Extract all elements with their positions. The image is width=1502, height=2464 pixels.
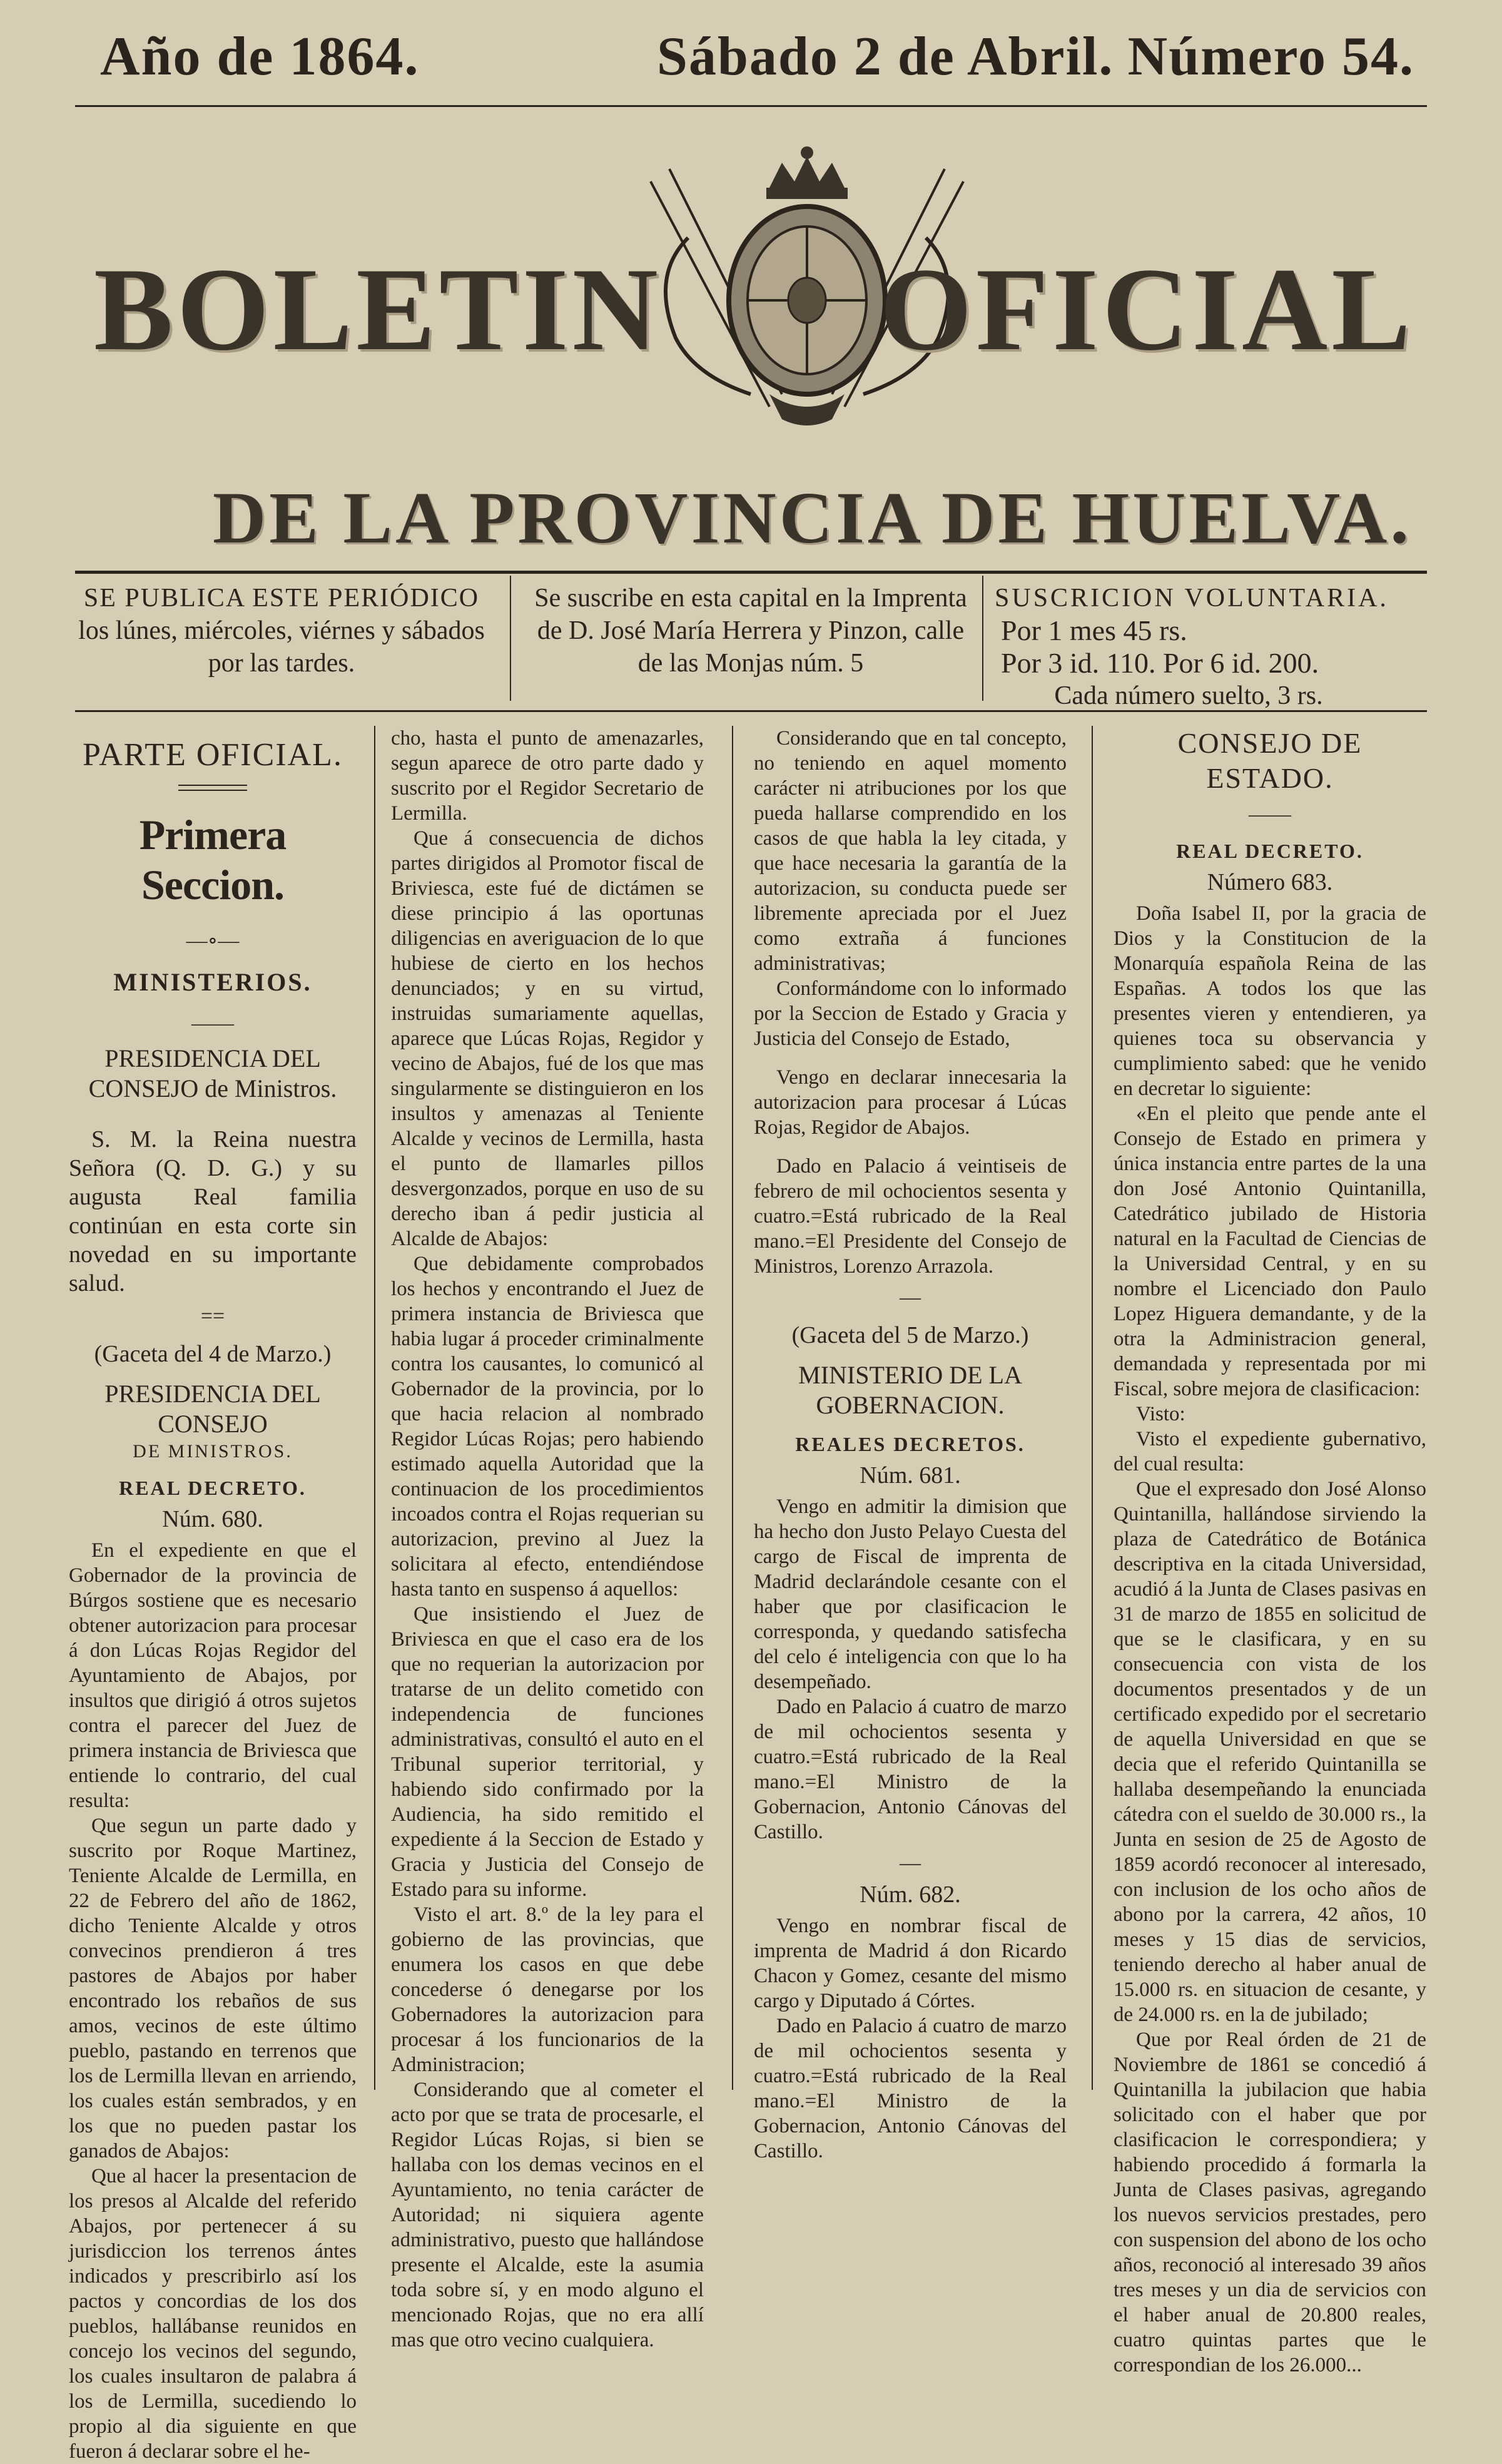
article-paragraph: Conformándome con lo informado por la Seccion de Estado y Gracia y Justicia del Consejo de Estado, xyxy=(754,977,1067,1050)
article-paragraph: En el expediente en que el Gobernador de la provincia de Búrgos sostiene que es necesario obtener autorizacion para procesar á don Lúcas Rojas Regidor del Ayuntamiento de Abajos, por insultos que dirigió á otros sujetos contra el parecer del Juez de primera instancia de Briviesca que entiende lo contrario, del cual resulta: xyxy=(69,1539,357,1812)
voluntary-subscription-title: SUSCRICION VOLUNTARIA. xyxy=(995,584,1389,613)
subtitle-rule xyxy=(75,571,1427,574)
presidency-subheading: DE MINISTROS. xyxy=(133,1441,293,1462)
article-paragraph: Doña Isabel II, por la gracia de Dios y la Constitucion de la Monarquía española Reina de las Españas. A todos los que las presentes vieren y entendieren, ya quienes toca su observancia y cumplimiento sabed: que he venido en decretar lo siguiente: xyxy=(1114,902,1426,1100)
issue-year: Año de 1864. xyxy=(100,26,420,87)
article-paragraph: cho, hasta el punto de amenazarles, segun aparece de otro parte dado y suscrito por el Regidor Secretario de Lermilla. xyxy=(391,727,704,825)
subscription-line: de D. José María Herrera y Pinzon, calle xyxy=(537,616,965,645)
column-2 xyxy=(391,726,704,2353)
decree-heading: REAL DECRETO. xyxy=(1176,840,1364,862)
article-paragraph: Visto el expediente gubernativo, del cual resulta: xyxy=(1114,1428,1426,1475)
article-paragraph: «En el pleito que pende ante el Consejo de Estado en primera y única instancia entre partes de la una don José Antonio Quintanilla, Catedrático jubilado de Historia natural en la Facultad de Ciencias de la Universidad Central, y en su nombre el Licenciado don Paulo Lopez Higuera demandante, y de la otra la Administracion general, demandada y representada por mi Fiscal, sobre mejora de clasificacion: xyxy=(1114,1102,1426,1400)
article-paragraph: Que al hacer la presentacion de los presos al Alcalde del referido Abajos, por pertenecer á su jurisdiccion los terrenos ántes indicados y prescribirlo así los pactos y concordias de los dos pueblos, hallábanse reunidos en concejo los vecinos del segundo, los cuales insultaron de palabra á los de Lermilla, sucediendo lo propio al dia siguiente en que fueron á declarar sobre el he- xyxy=(69,2165,357,2463)
ornament-divider: —∘— xyxy=(186,929,240,952)
article-paragraph: Considerando que en tal concepto, no teniendo en aquel momento carácter ni atribuciones por los que pueda hallarse comprendido en los casos de que habla la ley citada, y que hace necesaria la garantía de la autorizacion, su conducta puede ser libremente apreciada por el Juez como extraña á funciones administrativas; xyxy=(754,727,1067,975)
publication-info xyxy=(63,582,500,680)
top-rule xyxy=(75,105,1427,107)
ministry-heading: MINISTERIO DE LA GOBERNACION. xyxy=(798,1361,1022,1419)
article-paragraph: Visto el art. 8.º de la ley para el gobierno de las provincias, que enumera los casos en que debe concederse ó denegarse por los Gobernadores la autorizacion para procesar á los funcionarios de la Administracion; xyxy=(391,1903,704,2076)
issue-date: Sábado 2 de Abril. xyxy=(657,26,1114,87)
issue-number: Número 54. xyxy=(1127,26,1414,87)
masthead xyxy=(94,144,1414,394)
subscription-line: de las Monjas núm. 5 xyxy=(637,649,864,678)
article-paragraph: Visto: xyxy=(1136,1403,1185,1425)
decree-number: Número 683. xyxy=(1207,869,1333,895)
article-paragraph: Dado en Palacio á veintiseis de febrero de mil ochocientos sesenta y cuatro.=Está rubricado de la Real mano.=El Presidente del Consejo de Ministros, Lorenzo Arrazola. xyxy=(754,1155,1067,1278)
decree-heading: REAL DECRETO. xyxy=(119,1477,307,1499)
article-paragraph: S. M. la Reina nuestra Señora (Q. D. G.) y su augusta Real familia continúan en esta corte sin novedad en su importante salud. xyxy=(69,1126,357,1296)
masthead-title-left: BOLETIN xyxy=(94,244,662,375)
column-1 xyxy=(69,726,357,2464)
subscription-line: Se suscribe en esta capital en la Imprenta xyxy=(534,584,967,613)
article-paragraph: Vengo en declarar innecesaria la autorizacion para procesar á Lúcas Rojas, Regidor de Abajos. xyxy=(754,1066,1067,1139)
subscription-info xyxy=(519,582,982,680)
section-title: Primera Seccion. xyxy=(139,811,287,909)
column-divider xyxy=(374,726,375,2090)
article-paragraph: Dado en Palacio á cuatro de marzo de mil ochocientos sesenta y cuatro.=Está rubricado de la Real mano.=El Ministro de la Gobernacion, Antonio Cánovas del Castillo. xyxy=(754,1696,1067,1843)
ornament-divider: —— xyxy=(191,1012,234,1035)
publication-line: por las tardes. xyxy=(208,649,355,678)
decrees-heading: REALES DECRETOS. xyxy=(795,1433,1025,1455)
decree-number: Núm. 681. xyxy=(860,1462,961,1489)
column-3 xyxy=(754,726,1067,2164)
ornament-divider: == xyxy=(200,1305,225,1328)
article-paragraph: Considerando que al cometer el acto por que se trata de procesarle, el Regidor Lúcas Rojas, si bien se hallaba con los demas vecinos en el Ayuntamiento, no tenia carácter de Autoridad; ni siquiera agente administrativo, puesto que hallándose presente el Alcalde, este la asumia toda sobre sí, y en modo alguno el mencionado Rojas, que no era allí mas que otro vecino cualquiera. xyxy=(391,2079,704,2351)
masthead-title-right: OFICIAL xyxy=(880,244,1414,375)
masthead-subtitle: DE LA PROVINCIA DE HUELVA. xyxy=(213,477,1412,559)
decree-number: Núm. 682. xyxy=(860,1881,961,1908)
column-divider xyxy=(1092,726,1093,2090)
article-paragraph: Que insistiendo el Juez de Briviesca en que el caso era de los que no requerian la autorizacion por tratarse de un delito cometido con independencia de funciones administrativas, consultó el auto en el Tribunal superior territorial, y habiendo sido confirmado por la Audiencia, ha sido remitido el expediente á la Seccion de Estado y Gracia y Justicia del Consejo de Estado para su informe. xyxy=(391,1603,704,1901)
ornament-divider: —— xyxy=(1249,803,1291,826)
price-quarterly: Por 3 id. 110. Por 6 id. 200. xyxy=(1001,647,1319,679)
ornament-divider xyxy=(69,785,357,791)
article-paragraph: Que á consecuencia de dichos partes dirigidos al Promotor fiscal de Briviesca, este fué de dictámen se diese principio á las oportunas diligencias en averiguacion de lo que hubiese de cierto en los hechos denunciados; y en su virtud, instruidas sumariamente aquellas, aparece que Lúcas Rojas, Regidor y vecino de Abajos, fué de los que mas singularmente se distinguieron en los insultos y amenazas al Teniente Alcalde y vecinos de Lermilla, hasta el punto de llamarles pillos desvergonzados, porque en uso de su derecho iban á pedir justicia al Alcalde de Abajos: xyxy=(391,827,704,1250)
ornament-divider: — xyxy=(900,1286,921,1309)
article-paragraph: Vengo en nombrar fiscal de imprenta de Madrid á don Ricardo Chacon y Gomez, cesante del mismo cargo y Diputado á Córtes. xyxy=(754,1915,1067,2012)
presidency-heading: PRESIDENCIA DEL CONSEJO de Ministros. xyxy=(88,1044,337,1102)
ornament-divider: — xyxy=(900,1851,921,1875)
column-4 xyxy=(1114,726,1426,2378)
council-heading: CONSEJO DE ESTADO. xyxy=(1177,727,1362,794)
info-rule xyxy=(75,710,1427,712)
dateline xyxy=(100,25,1414,100)
price-info xyxy=(995,582,1389,712)
publication-line: los lúnes, miércoles, viérnes y sábados xyxy=(78,616,485,645)
article-paragraph: Vengo en admitir la dimision que ha hecho don Justo Pelayo Cuesta del cargo de Fiscal de imprenta de Madrid declarándole cesante con el haber que por clasificacion le corresponda, y quedando satisfecha del celo é inteligencia con que lo ha desempeñado. xyxy=(754,1495,1067,1693)
article-paragraph: Que por Real órden de 21 de Noviembre de 1861 se concedió á Quintanilla la jubilacion que habia solicitado con el haber que por clasificacion le correspondiera; y habiendo procedido á formarla la Junta de Clases pasivas, agregando los nuevos servicios prestades, pero con suspension del abono de los ocho años, reconoció al interesado 39 años tres meses y un dia de servicios con el haber anual de 20.800 reales, cuatro quintas partes que le correspondian de los 26.000... xyxy=(1114,2029,1426,2376)
column-divider xyxy=(732,726,733,2090)
gazette-reference: (Gaceta del 4 de Marzo.) xyxy=(94,1341,332,1367)
ministries-heading: MINISTERIOS. xyxy=(113,968,312,996)
publication-line: SE PUBLICA ESTE PERIÓDICO xyxy=(83,584,480,613)
decree-number: Núm. 680. xyxy=(162,1506,263,1532)
price-single: Cada número suelto, 3 rs. xyxy=(1054,681,1323,710)
section-heading: PARTE OFICIAL. xyxy=(83,737,343,773)
gazette-reference: (Gaceta del 5 de Marzo.) xyxy=(791,1322,1029,1348)
article-paragraph: Que segun un parte dado y suscrito por Roque Martinez, Teniente Alcalde de Lermilla, en 22 de Febrero del año de 1862, dicho Teniente Alcalde y otros convecinos prendieron á tres pastores de Abajos por haber encontrado los rebaños de sus amos, vecinos de este último pueblo, pastando en terrenos que los de Lermilla llevan en arriendo, los cuales están sembrados, y en los que no pueden pastar los ganados de Abajos: xyxy=(69,1815,357,2162)
info-divider xyxy=(982,576,983,701)
info-divider xyxy=(510,576,511,701)
presidency-heading: PRESIDENCIA DEL CONSEJO xyxy=(104,1380,321,1438)
article-paragraph: Que debidamente comprobados los hechos y encontrando el Juez de primera instancia de Briviesca que habia lugar á proceder criminalmente contra los causantes, lo comunicó al Gobernador de la provincia, por lo que hacia relacion al nombrado Regidor Lúcas Rojas; pero habiendo estimado aquella Autoridad que la continuacion de los procedimientos incoados contra el Rojas requerian su autorizacion, previno al Juez la solicitara al efecto, entendiéndose hasta tanto en suspenso á aquellos: xyxy=(391,1253,704,1601)
article-paragraph: Que el expresado don José Alonso Quintanilla, hallándose sirviendo la plaza de Catedrático de Botánica descriptiva en la citada Universidad, acudió á la Junta de Clases pasivas en 31 de marzo de 1855 en solicitud de que se le clasificara, y en su consecuencia con vista de los documentos presentados y de un certificado expedido por el secretario de aquella Universidad en que se decia que el referido Quintanilla se hallaba desempeñando la enunciada cátedra con el sueldo de 30.000 rs., la Junta en sesion de 25 de Agosto de 1859 acordó reconocer al interesado, con inclusion de los ocho años de abono por la carrera, 42 años, 10 meses y 15 dias de servicios, teniendo derecho al haber anual de 15.000 rs. en situacion de cesante, y de 24.000 rs. en la de jubilado; xyxy=(1114,1478,1426,2026)
price-monthly: Por 1 mes 45 rs. xyxy=(1001,614,1187,646)
article-paragraph: Dado en Palacio á cuatro de marzo de mil ochocientos sesenta y cuatro.=Está rubricado de la Real mano.=El Ministro de la Gobernacion, Antonio Cánovas del Castillo. xyxy=(754,2015,1067,2162)
